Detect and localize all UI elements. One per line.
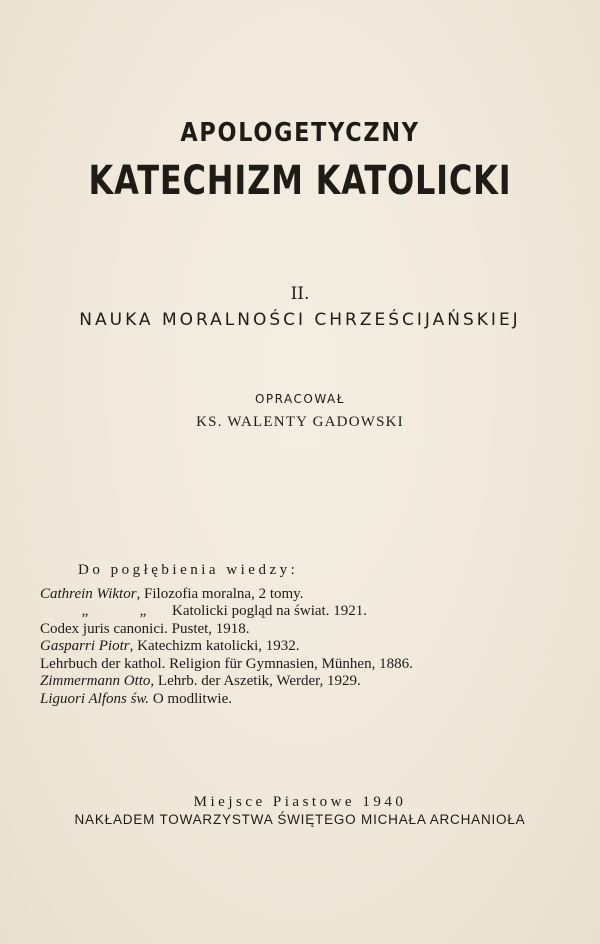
subtitle: NAUKA MORALNOŚCI CHRZEŚCIJAŃSKIEJ	[79, 310, 521, 330]
publisher: NAKŁADEM TOWARZYSTWA ŚWIĘTEGO MICHAŁA ARCHANIOŁA	[74, 812, 526, 827]
volume-number: II.	[290, 284, 310, 304]
title-line-1: APOLOGETYCZNY	[180, 118, 420, 148]
bibliography-entry	[40, 691, 580, 709]
entry-author: Cathrein Wiktor	[40, 585, 137, 602]
bibliography-entry	[40, 621, 580, 639]
entry-text: Lehrbuch der kathol. Religion für Gymnasien, Münhen, 1886.	[40, 655, 413, 672]
entry-author: Zimmermann Otto	[40, 673, 151, 689]
title-line-2: KATECHIZM KATOLICKI	[88, 158, 512, 204]
bibliography-entry	[40, 673, 580, 691]
entry-text: , Filozofia moralna, 2 tomy.	[136, 585, 304, 602]
ditto-mark: „	[81, 603, 89, 619]
entry-text: Katolicki pogląd na świat. 1921.	[172, 603, 367, 619]
bibliography-entry	[40, 586, 580, 604]
bibliography-heading: Do pogłębienia wiedzy:	[78, 562, 299, 578]
bibliography-entry	[40, 656, 580, 674]
bibliography-entry	[40, 638, 580, 656]
entry-text: O modlitwie.	[149, 690, 232, 707]
entry-author: Gasparri Piotr	[40, 638, 130, 654]
publication-place-year: Miejsce Piastowe 1940	[193, 794, 407, 810]
ditto-mark: „	[139, 603, 147, 619]
entry-text: , Katechizm katolicki, 1932.	[129, 638, 300, 654]
entry-author: Liguori Alfons św.	[40, 690, 150, 707]
author-name: KS. WALENTY GADOWSKI	[196, 414, 404, 430]
entry-text: Codex juris canonici. Pustet, 1918.	[40, 620, 250, 637]
bibliography-entry	[40, 603, 580, 621]
entry-text: , Lehrb. der Aszetik, Werder, 1929.	[150, 673, 361, 689]
bibliography	[40, 562, 580, 708]
credit-label: OPRACOWAŁ	[254, 392, 346, 406]
